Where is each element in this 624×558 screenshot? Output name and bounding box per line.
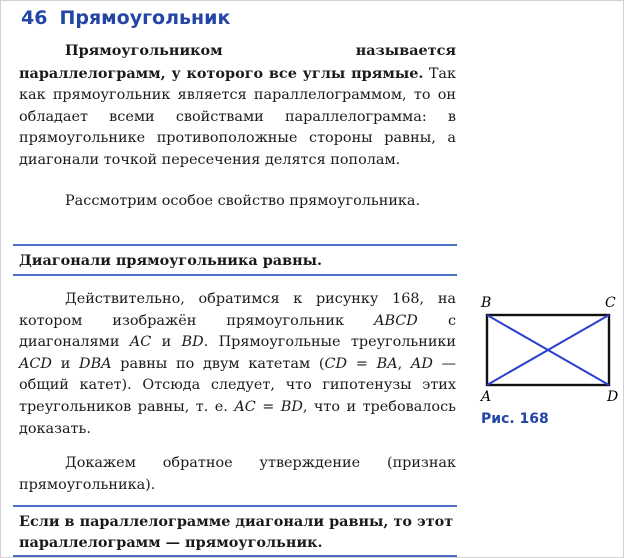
vertex-label-c: C — [605, 295, 616, 311]
proof-part4: равны по двум катетам ( — [111, 355, 325, 372]
proof-and: и — [151, 334, 182, 351]
proof-part2: с диагоналями — [19, 312, 456, 351]
definition-rest: Так как прямоугольник является параллелограммом, то он обладает всеми свойствами параллелограмма: в прямоугольнике противоположные стороны равны, а диагонали точкой пересечения делятся пополам. — [19, 65, 457, 168]
theorem2-statement: Если в параллелограмме диагонали равны, то этот параллелограмм — прямоугольник. — [19, 513, 454, 551]
figure-caption: Рис. 168 — [481, 411, 549, 427]
section-heading — [21, 7, 230, 29]
rule-bottom-theorem2 — [13, 555, 457, 557]
proof-dba: DBA — [79, 355, 112, 372]
converse-text: Докажем обратное утверждение (признак прямоугольника). — [19, 455, 456, 493]
section-number: 46 — [21, 7, 48, 29]
proof-paragraph — [19, 289, 456, 440]
proof-comma: , — [397, 355, 411, 372]
proof-ac: AC — [129, 334, 152, 351]
vertex-label-d: D — [607, 389, 619, 405]
proof-part5: — общий катет). Отсюда следует, что гипотенузы этих треугольников равны, т. е. — [19, 355, 456, 415]
definition-paragraph — [19, 40, 456, 172]
proof-part1: Действительно, обратимся к рисунку 168, на котором изображён прямоугольник — [19, 291, 456, 329]
rule-top-theorem1 — [13, 244, 457, 246]
proof-ac-bd: AC = BD — [234, 398, 303, 415]
vertex-label-b: B — [481, 295, 492, 311]
consider-text: Рассмотрим особое свойство прямоугольника. — [65, 193, 421, 209]
proof-ad: AD — [410, 355, 433, 372]
section-title: Прямоугольник — [59, 7, 231, 29]
proof-part3: . Прямоугольные треугольники — [203, 334, 456, 351]
rule-bottom-theorem1 — [13, 274, 457, 276]
proof-cd-ba: CD = BA — [324, 355, 398, 372]
rectangle-figure-168 — [469, 291, 619, 407]
definition-bold: Прямоугольником называется параллелограмм, у которого все углы прямые. — [19, 42, 456, 82]
proof-acd: ACD — [19, 355, 52, 372]
proof-and2: и — [51, 355, 80, 372]
proof-abcd: ABCD — [374, 312, 418, 329]
proof-part6: , что и требовалось доказать. — [19, 398, 456, 437]
vertex-label-a: A — [481, 389, 492, 405]
rule-top-theorem2 — [13, 505, 457, 507]
proof-bd: BD — [181, 334, 204, 351]
theorem1-statement: Диагонали прямоугольника равны. — [19, 252, 323, 269]
consider-paragraph — [19, 191, 456, 213]
converse-paragraph — [19, 453, 456, 496]
